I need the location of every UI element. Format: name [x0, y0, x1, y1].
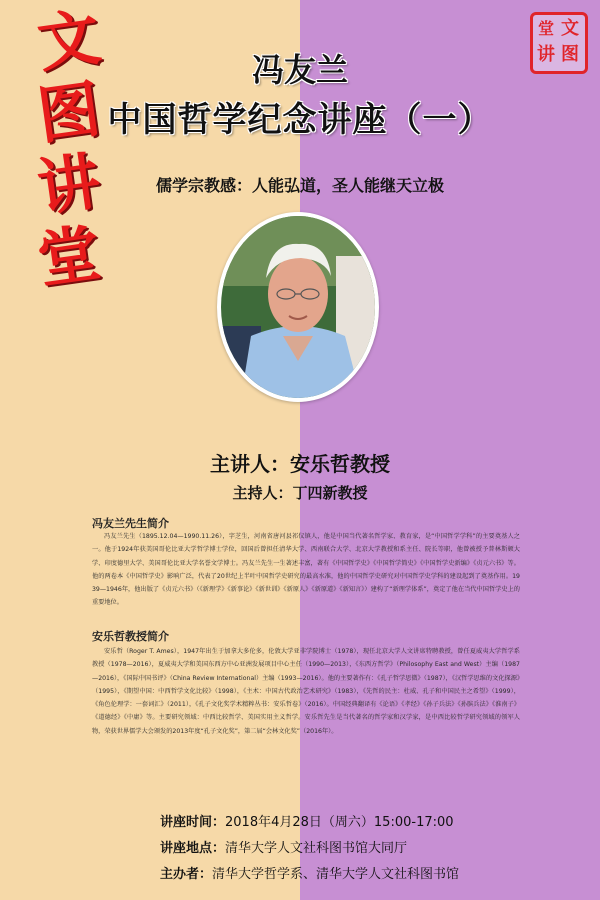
- speaker-line: [0, 448, 600, 477]
- brand-char-1: 文: [33, 0, 105, 81]
- seal-char-3: 堂: [537, 19, 554, 38]
- feng-bio-title: 冯友兰先生简介: [92, 517, 169, 530]
- lecture-place-label: 讲座地点：: [160, 841, 226, 856]
- lecture-time-value: 2018年4月28日（周六）15:00-17:00: [225, 815, 454, 830]
- lecture-place-value: 清华大学人文社科图书馆大同厅: [225, 841, 408, 856]
- lecture-time-label: 讲座时间：: [160, 815, 226, 830]
- speaker-name: 安乐哲教授: [290, 452, 390, 476]
- host-name: 丁四新教授: [292, 484, 368, 502]
- poster-title-series: 中国哲学纪念讲座（一）: [107, 100, 493, 140]
- seal-char-2: 文: [561, 18, 579, 39]
- lecture-organizer-value: 清华大学哲学系、清华大学人文社科图书馆: [212, 867, 460, 882]
- seal-char-4: 图: [561, 44, 579, 65]
- speaker-portrait: [217, 212, 379, 402]
- feng-bio-text: 冯友兰先生（1895.12.04—1990.11.26），字芝生，河南省唐河县祁仪镇人，他是中国当代著名哲学家、教育家，是“中国哲学学科”的主要奠基人之一。他于1924年获美国哥伦比亚大学哲学博士学位，回国后曾担任清华大学、西南联合大学、北京大学教授和系主任、院长等职，他曾被授予普林斯顿大学、印度德里大学、美国哥伦比亚大学名誉文学博士。冯友兰先生一生著述丰富，著有《中国哲学史》《中国哲学简史》《中国哲学史新编》《贞元六书》等。他的两卷本《中国哲学史》影响广泛，代表了20世纪上半叶中国哲学史研究的最高水准，他的中国哲学史研究对中国哲学史学科的建设起到了奠基作用。1939—1946年，他出版了《贞元六书》（《新理学》《新事论》《新世训》《新原人》《新原道》《新知言》）建构了“新理学体系”，奠定了他在当代中国哲学史上的重要地位。: [92, 533, 520, 607]
- lecture-topic: 儒学宗教感：人能弘道，圣人能继天立极: [155, 176, 444, 195]
- lecture-organizer: [160, 863, 459, 882]
- lecture-organizer-label: 主办者：: [160, 867, 213, 882]
- ames-bio-text: 安乐哲（Roger T. Ames），1947年出生于加拿大多伦多，伦敦大学亚非学院博士（1978），现任北京大学人文讲席特聘教授，曾任夏威夷大学哲学系教授（1978—2016），夏威夷大学和美国东西方中心亚洲发展项目中心主任（1990—2013），《东西方哲学》（Philosophy East and West）主编（1987—2016），《国际中国书评》（China Review International）主编（1993—2016）。他的主要著作有：《孔子哲学思微》（1987），《汉哲学思维的文化探源》（1995），《期望中国：中西哲学文化比较》（1998），《主术：中国古代政治艺术研究》（1983），《先哲的民主：杜威、孔子和中国民主之希望》（1999），《角色伦理学：一套词汇》（2011），《孔子文化奖学术精粹丛书：安乐哲卷》（2016）。中国经典翻译有《论语》《孝经》《孙子兵法》《孙膑兵法》《淮南子》《道德经》《中庸》等。主要研究领域：中西比较哲学、美国实用主义哲学。安乐哲先生是当代著名的哲学家和汉学家，是中西比较哲学研究领域的领军人物，荣获世界儒学大会颁发的2013年度“孔子文化奖”，第二届“会林文化奖”（2016年）。: [92, 648, 520, 735]
- speaker-label: 主讲人：: [210, 452, 290, 476]
- host-line: [0, 482, 600, 503]
- poster-title-name: 冯友兰: [251, 51, 348, 89]
- lecture-place: [160, 837, 407, 856]
- host-label: 主持人：: [232, 484, 293, 502]
- brand-char-2: 图: [33, 72, 105, 153]
- brand-char-4: 堂: [33, 216, 105, 297]
- seal-char-1: 讲: [537, 44, 555, 65]
- ames-bio-title: 安乐哲教授简介: [92, 630, 169, 643]
- brand-char-3: 讲: [33, 144, 105, 225]
- lecture-time: [160, 811, 454, 830]
- portrait-image: [221, 216, 375, 398]
